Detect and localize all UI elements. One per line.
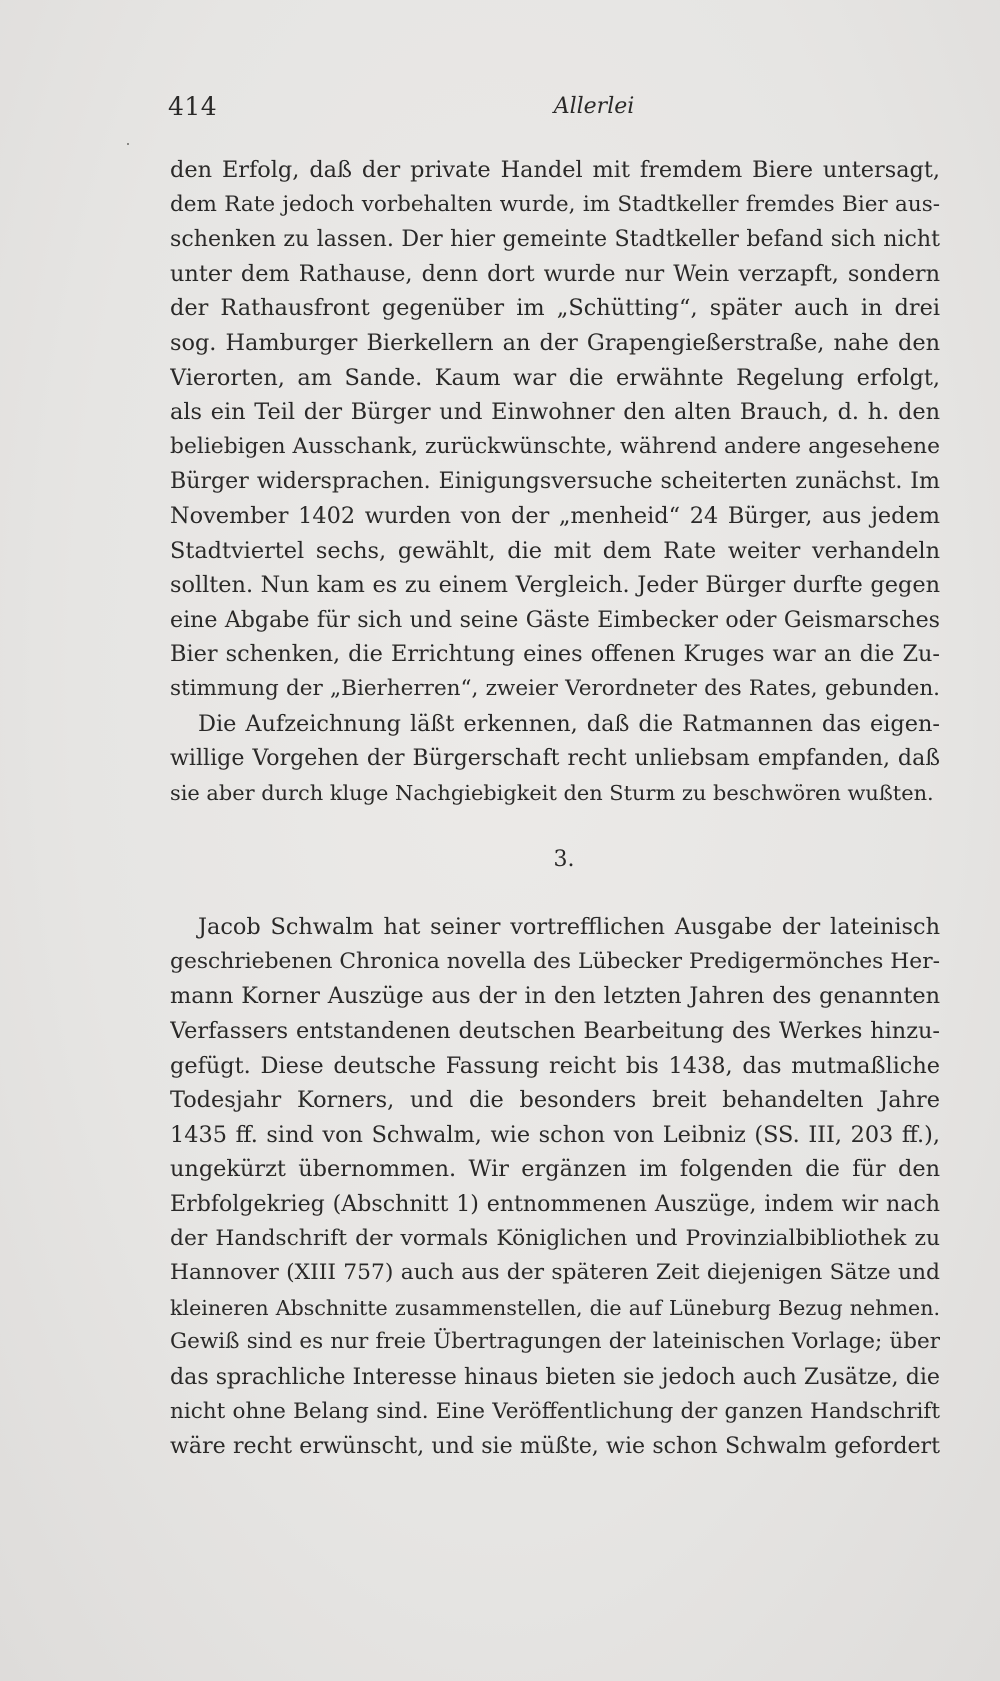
page-number: 414	[168, 92, 218, 121]
text-line: Bier schenken, die Errichtung eines offenen Kruges war an die Zu-	[170, 641, 940, 668]
body-text	[170, 153, 940, 1464]
paragraph-3	[170, 910, 940, 1464]
text-line: November 1402 wurden von der „menheid“ 24 Bürger, aus jedem	[170, 502, 940, 529]
text-line: mann Korner Auszüge aus der in den letzten Jahren des genannten	[170, 983, 940, 1010]
text-line: 1435 ff. sind von Schwalm, wie schon von Leibniz (SS. III, 203 ff.),	[170, 1121, 940, 1148]
text-line: beliebigen Ausschank, zurückwünschte, während andere angesehene	[170, 433, 940, 459]
text-line: das sprachliche Interesse hinaus bieten sie jedoch auch Zusätze, die	[170, 1364, 940, 1390]
running-title: Allerlei	[553, 94, 635, 119]
text-line: der Rathausfront gegenüber im „Schütting“, später auch in drei	[170, 295, 940, 322]
text-line: Vierorten, am Sande. Kaum war die erwähnte Regelung erfolgt,	[170, 364, 940, 391]
paragraph-1	[170, 153, 940, 707]
text-line: Gewiß sind es nur freie Übertragungen der lateinischen Vorlage; über	[170, 1329, 940, 1355]
text-line: sollten. Nun kam es zu einem Vergleich. Jeder Bürger durfte gegen	[170, 572, 940, 599]
text-line: kleineren Abschnitte zusammenstellen, die auf Lüneburg Bezug nehmen.	[170, 1295, 940, 1320]
text-line: nicht ohne Belang sind. Eine Veröffentlichung der ganzen Handschrift	[170, 1398, 940, 1424]
text-line: willige Vorgehen der Bürgerschaft recht unliebsam empfanden, daß	[170, 745, 940, 772]
text-line: der Handschrift der vormals Königlichen und Provinzialbibliothek zu	[170, 1225, 940, 1251]
paragraph-2	[170, 707, 940, 811]
text-line: stimmung der „Bierherren“, zweier Verordneter des Rates, gebunden.	[170, 675, 940, 701]
text-line: wäre recht erwünscht, und sie müßte, wie schon Schwalm gefordert	[170, 1433, 940, 1460]
text-line: unter dem Rathause, denn dort wurde nur Wein verzapft, sondern	[170, 260, 940, 287]
text-line: Verfassers entstandenen deutschen Bearbeitung des Werkes hinzu-	[170, 1018, 940, 1045]
text-line: sie aber durch kluge Nachgiebigkeit den Sturm zu beschwören wußten.	[170, 780, 934, 805]
text-line: ungekürzt übernommen. Wir ergänzen im folgenden die für den	[170, 1156, 940, 1183]
text-line: gefügt. Diese deutsche Fassung reicht bis 1438, das mutmaßliche	[170, 1052, 940, 1079]
text-line: Todesjahr Korners, und die besonders breit behandelten Jahre	[170, 1087, 940, 1114]
text-line: Bürger widersprachen. Einigungsversuche scheiterten zunächst. Im	[170, 468, 940, 495]
paper-speck	[127, 143, 129, 145]
text-line: Erbfolgekrieg (Abschnitt 1) entnommenen Auszüge, indem wir nach	[170, 1191, 940, 1218]
running-head	[168, 92, 940, 128]
text-line: eine Abgabe für sich und seine Gäste Eimbecker oder Geismarsches	[170, 606, 940, 633]
text-line: schenken zu lassen. Der hier gemeinte Stadtkeller befand sich nicht	[170, 226, 940, 253]
text-line: dem Rate jedoch vorbehalten wurde, im Stadtkeller fremdes Bier aus-	[170, 191, 940, 217]
text-line: den Erfolg, daß der private Handel mit fremdem Biere untersagt,	[170, 157, 940, 183]
text-line: Stadtviertel sechs, gewählt, die mit dem Rate weiter verhandeln	[170, 537, 940, 564]
text-line: Hannover (XIII 757) auch aus der späteren Zeit diejenigen Sätze und	[170, 1260, 940, 1286]
section-number: 3.	[553, 847, 575, 873]
text-line: als ein Teil der Bürger und Einwohner den alten Brauch, d. h. den	[170, 399, 940, 426]
text-line: Die Aufzeichnung läßt erkennen, daß die Ratmannen das eigen-	[198, 710, 940, 737]
text-line: sog. Hamburger Bierkellern an der Grapengießerstraße, nahe den	[170, 329, 940, 356]
text-line: geschriebenen Chronica novella des Lübecker Predigermönches Her-	[170, 948, 940, 974]
text-line: Jacob Schwalm hat seiner vortrefflichen Ausgabe der lateinisch	[198, 914, 940, 941]
